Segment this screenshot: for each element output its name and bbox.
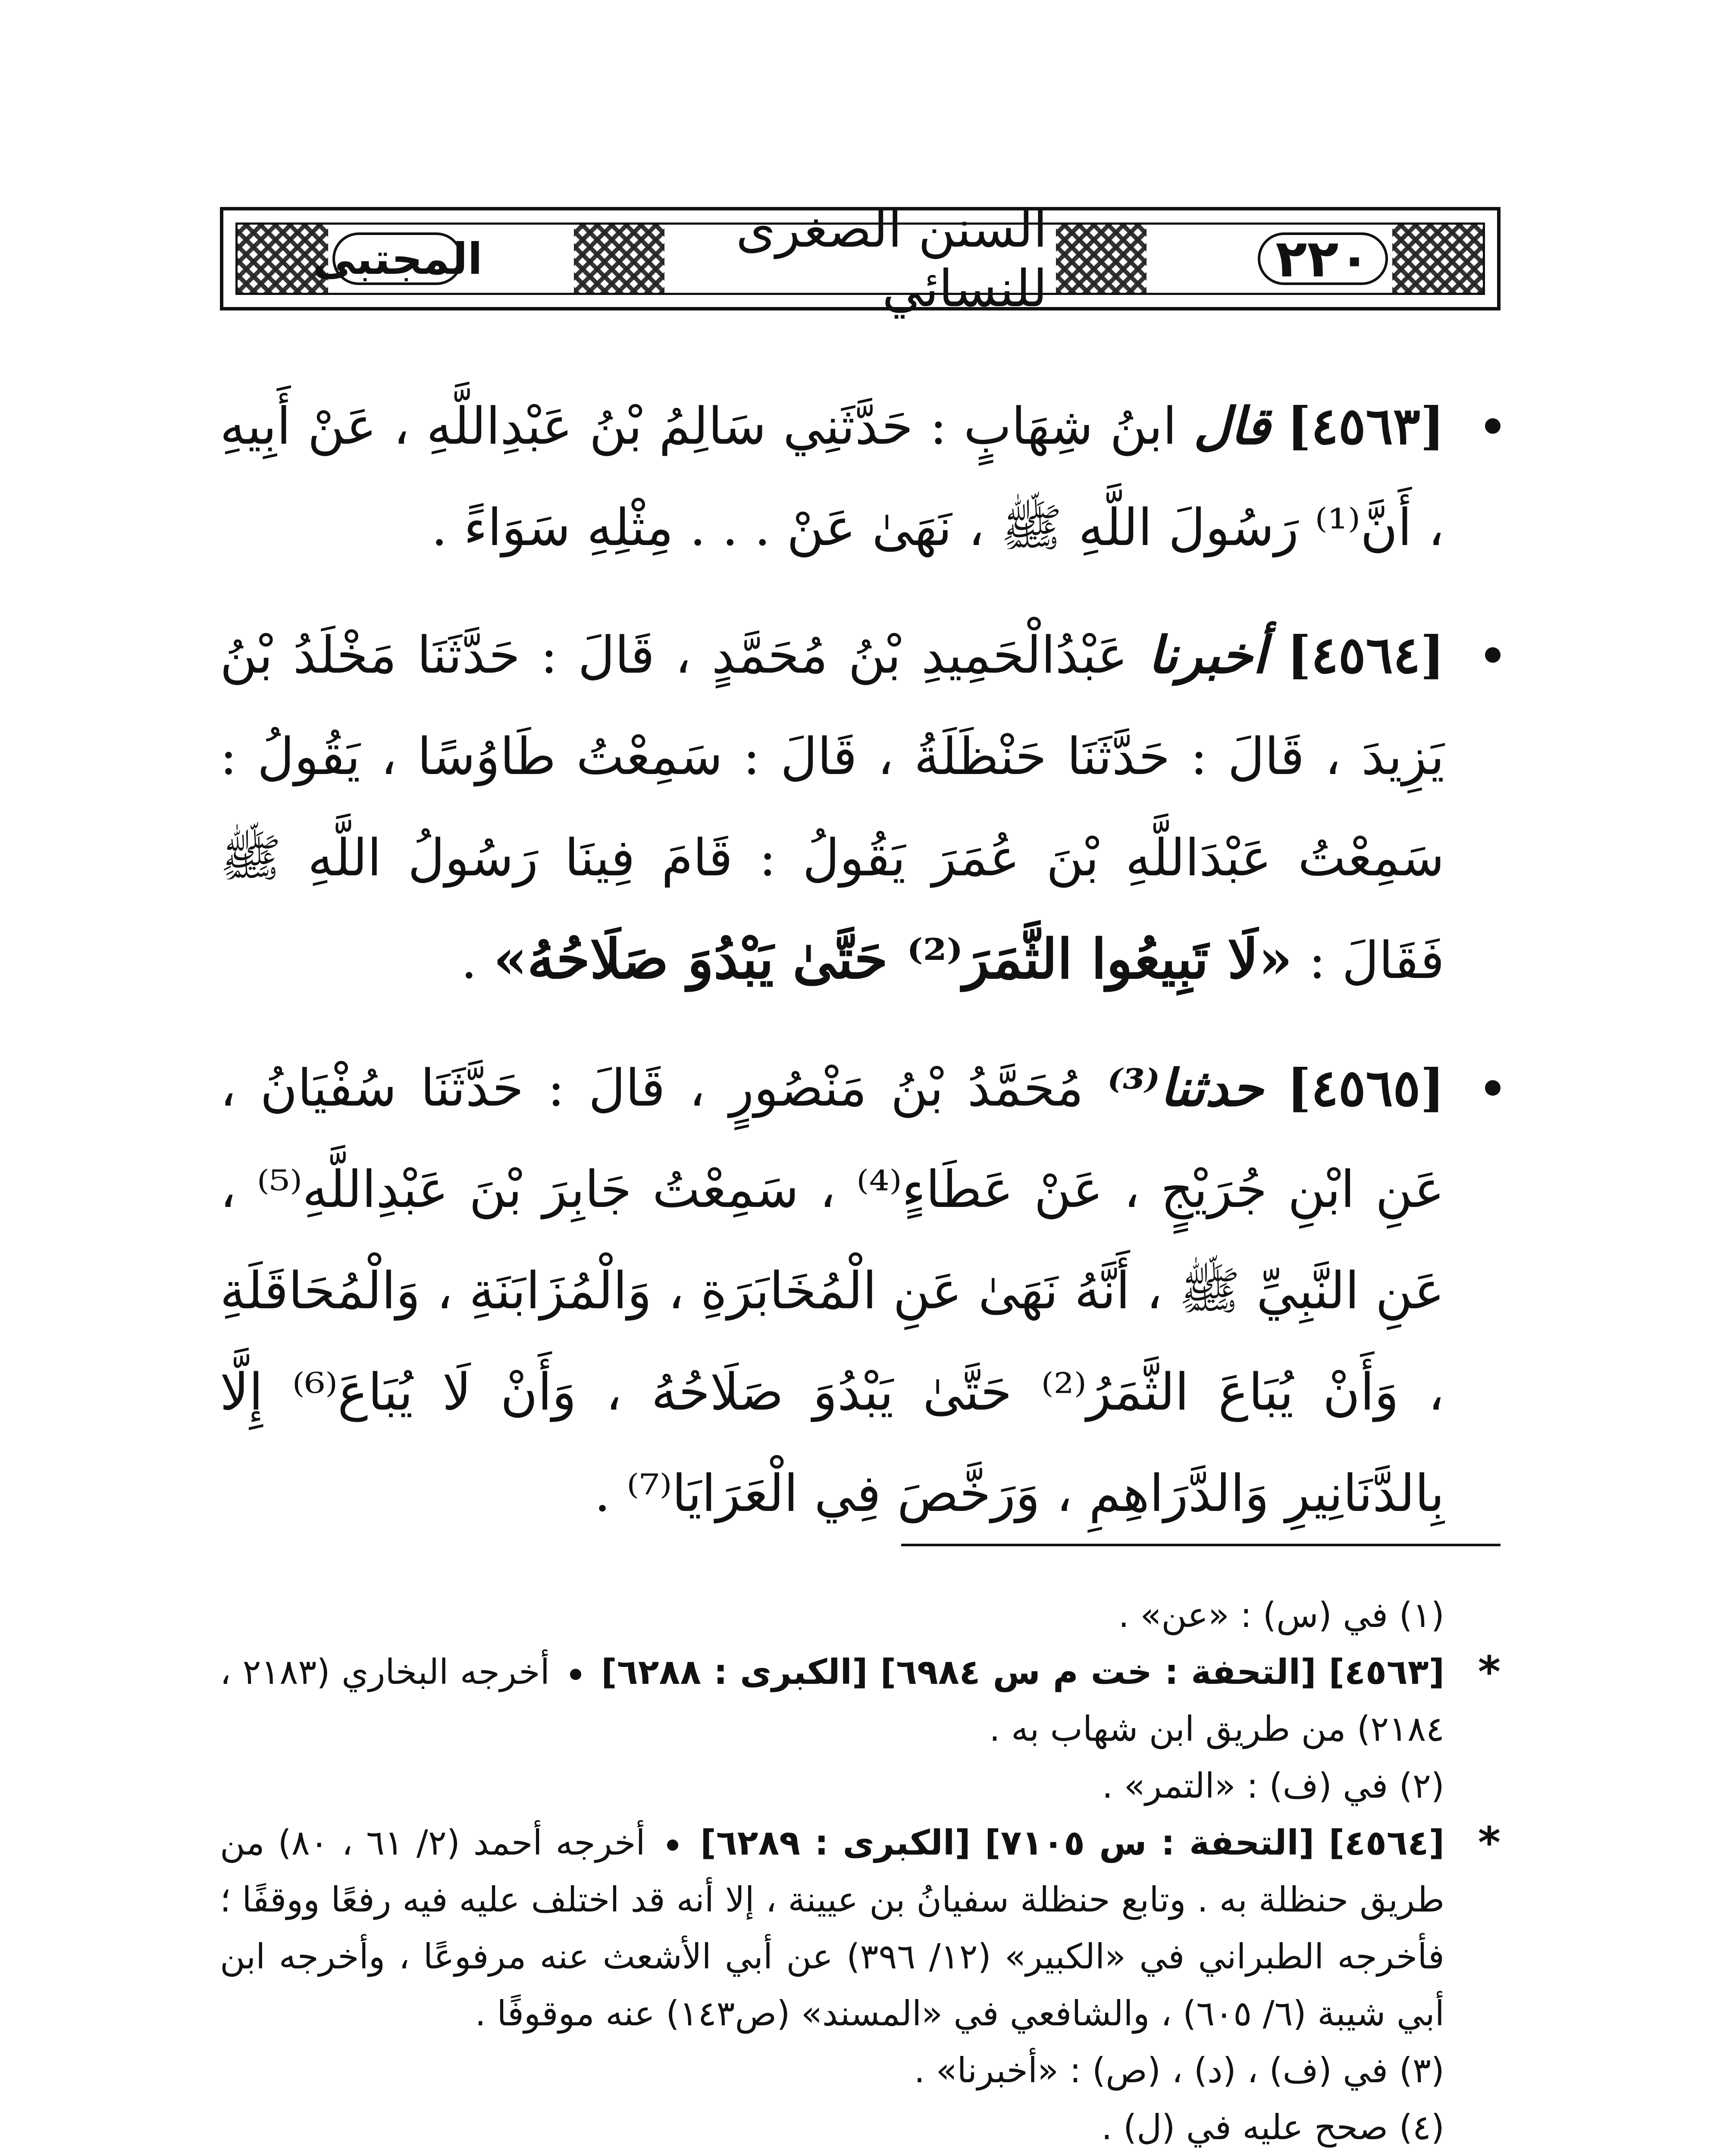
ornament-inner-left [574,225,664,293]
takhrij-text: أخرجه البخاري (٢١٨٣ ، ٢١٨٤) من طريق ابن شهاب به . [220,1652,1444,1749]
main-text [220,375,1501,1570]
page-number: ٢٢٠ [1275,229,1370,289]
footnote-2: (٢) في (ف) : «التمر» . [1102,1766,1444,1806]
bullet-icon [1485,1080,1501,1096]
section-title: المجتبى [313,233,482,284]
footnote-4: (٤) صحح عليه في (ل) . [1101,2107,1444,2147]
hadith-4564 [220,604,1501,1011]
page-header [220,199,1501,318]
hadith-4565 [220,1037,1501,1544]
footnote-1: (١) في (س) : «عن» . [1118,1595,1444,1635]
hadith-number: [٤٥٦٥] [1287,1058,1444,1118]
takhrij-4563 [220,1644,1501,1758]
hadith-text: عَبْدُالْحَمِيدِ بْنُ مُحَمَّدٍ ، قَالَ : حَدَّثَنَا مَخْلَدُ بْنُ يَزِيدَ ، قَالَ : حَدَّثَنَا حَنْظَلَةُ ، قَالَ : سَمِعْتُ طَاوُسًا ، يَقُولُ : سَمِعْتُ عَبْدَاللَّهِ بْنَ عُمَرَ يَقُولُ : قَامَ فِينَا رَسُولُ اللَّهِ ﷺ فَقَالَ : [220,625,1444,990]
hadith-number: [٤٥٦٣] [1287,396,1444,456]
ornament-inner-right [1056,225,1147,293]
bullet-icon [667,1839,678,1851]
section-medallion [313,232,482,285]
footnote-3: (٣) في (ف) ، (د) ، (ص) : «أخبرنا» . [914,2050,1444,2090]
hadith-text: مُحَمَّدُ بْنُ مَنْصُورٍ ، قَالَ : حَدَّثَنَا سُفْيَانُ ، عَنِ ابْنِ جُرَيْجٍ ، عَنْ عَطَاءٍ⁽⁴⁾ ، سَمِعْتُ جَابِرَ بْنَ عَبْدِاللَّهِ⁽⁵⁾ ، عَنِ النَّبِيِّ ﷺ ، أَنَّهُ نَهَىٰ عَنِ الْمُخَابَرَةِ ، وَالْمُزَابَنَةِ ، وَالْمُحَاقَلَةِ ، وَأَنْ يُبَاعَ الثَّمَرُ⁽²⁾ حَتَّىٰ يَبْدُوَ صَلَاحُهُ ، وَأَنْ لَا يُبَاعَ⁽⁶⁾ إِلَّا بِالدَّنَانِيرِ وَالدَّرَاهِمِ ، وَرَخَّصَ فِي الْعَرَايَا⁽⁷⁾ . [220,1058,1445,1523]
header-frame [235,199,1485,318]
takhrij-4564 [220,1814,1501,2042]
book-title: السنن الصغرى للنسائي [736,199,1047,318]
asterisk-icon: * [1478,1647,1501,1697]
takhrij-text: أخرجه أحمد (٢/ ٦١ ، ٨٠) من طريق حنظلة به . وتابع حنظلة سفيانُ بن عيينة ، إلا أنه قد اختلف عليه فيه رفعًا ووقفًا ؛ فأخرجه الطبراني في «الكبير» (١٢/ ٣٩٦) عن أبي الأشعث عنه مرفوعًا ، وأخرجه ابن أبي شيبة (٦/ ٦٠٥) ، والشافعي في «المسند» (ص١٤٣) عنه موقوفًا . [220,1823,1444,2034]
takhrij-ref: [٤٥٦٣] [التحفة : خت م س ٦٩٨٤] [الكبرى : ٦٢٨٨] [601,1652,1445,1692]
takhrij-ref: [٤٥٦٤] [التحفة : س ٧١٠٥] [الكبرى : ٦٢٨٩] [700,1823,1445,1863]
page-number-medallion [1258,229,1388,289]
hadith-4563 [220,375,1501,578]
bullet-icon [1485,647,1501,663]
hadith-text: ابنُ شِهَابٍ : حَدَّثَنِي سَالِمُ بْنُ عَبْدِاللَّهِ ، عَنْ أَبِيهِ ، أَنَّ⁽¹⁾ رَسُولَ اللَّهِ ﷺ ، نَهَىٰ عَنْ . . . مِثْلِهِ سَوَاءً . [220,396,1444,557]
ornament-right [1392,225,1483,293]
hadith-tail: . [461,931,494,990]
hadith-verb: أخبرنا [1148,625,1267,685]
hadith-verb: قال [1193,396,1271,456]
hadith-number: [٤٥٦٤] [1287,625,1444,685]
bullet-icon [1485,418,1501,434]
bullet-icon [570,1669,581,1680]
asterisk-icon: * [1478,1818,1501,1868]
footnote-separator [901,1544,1501,1546]
hadith-verb: حدثنا⁽³⁾ [1107,1058,1263,1118]
hadith-quote: «لَا تَبِيعُوا الثَّمَرَ⁽²⁾ حَتَّىٰ يَبْدُوَ صَلَاحُهُ» [493,927,1293,991]
footnotes [220,1587,1501,2156]
